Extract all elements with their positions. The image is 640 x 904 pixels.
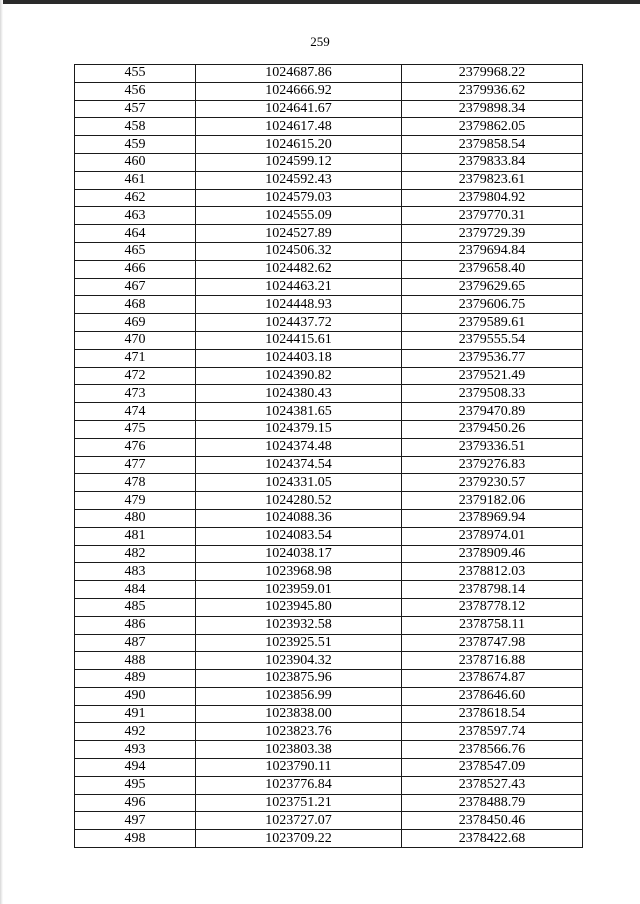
y-coordinate-cell: 2379862.05 xyxy=(402,118,583,136)
y-coordinate-cell: 2378488.79 xyxy=(402,794,583,812)
table-row xyxy=(75,153,583,171)
x-coordinate-cell: 1024463.21 xyxy=(196,278,402,296)
point-number-cell: 495 xyxy=(75,776,196,794)
point-number-cell: 487 xyxy=(75,634,196,652)
point-number-cell: 460 xyxy=(75,153,196,171)
x-coordinate-cell: 1024482.62 xyxy=(196,260,402,278)
table-row xyxy=(75,830,583,848)
x-coordinate-cell: 1024380.43 xyxy=(196,385,402,403)
table-row xyxy=(75,741,583,759)
x-coordinate-cell: 1024280.52 xyxy=(196,492,402,510)
point-number-cell: 486 xyxy=(75,616,196,634)
x-coordinate-cell: 1024506.32 xyxy=(196,242,402,260)
table-row xyxy=(75,65,583,83)
table-row xyxy=(75,687,583,705)
x-coordinate-cell: 1023904.32 xyxy=(196,652,402,670)
y-coordinate-cell: 2378450.46 xyxy=(402,812,583,830)
x-coordinate-cell: 1024088.36 xyxy=(196,509,402,527)
point-number-cell: 464 xyxy=(75,225,196,243)
point-number-cell: 467 xyxy=(75,278,196,296)
x-coordinate-cell: 1024527.89 xyxy=(196,225,402,243)
point-number-cell: 472 xyxy=(75,367,196,385)
point-number-cell: 457 xyxy=(75,100,196,118)
y-coordinate-cell: 2379833.84 xyxy=(402,153,583,171)
y-coordinate-cell: 2378716.88 xyxy=(402,652,583,670)
table-row xyxy=(75,759,583,777)
point-number-cell: 475 xyxy=(75,420,196,438)
point-number-cell: 477 xyxy=(75,456,196,474)
x-coordinate-cell: 1023727.07 xyxy=(196,812,402,830)
y-coordinate-cell: 2379182.06 xyxy=(402,492,583,510)
x-coordinate-cell: 1024083.54 xyxy=(196,527,402,545)
x-coordinate-cell: 1024615.20 xyxy=(196,136,402,154)
table-row xyxy=(75,278,583,296)
y-coordinate-cell: 2379770.31 xyxy=(402,207,583,225)
y-coordinate-cell: 2378674.87 xyxy=(402,670,583,688)
point-number-cell: 488 xyxy=(75,652,196,670)
point-number-cell: 496 xyxy=(75,794,196,812)
y-coordinate-cell: 2379450.26 xyxy=(402,420,583,438)
y-coordinate-cell: 2379968.22 xyxy=(402,65,583,83)
table-row xyxy=(75,100,583,118)
x-coordinate-cell: 1024687.86 xyxy=(196,65,402,83)
table-row xyxy=(75,349,583,367)
y-coordinate-cell: 2379589.61 xyxy=(402,314,583,332)
x-coordinate-cell: 1023776.84 xyxy=(196,776,402,794)
table-row xyxy=(75,723,583,741)
x-coordinate-cell: 1023959.01 xyxy=(196,581,402,599)
table-row xyxy=(75,563,583,581)
y-coordinate-cell: 2378646.60 xyxy=(402,687,583,705)
x-coordinate-cell: 1024599.12 xyxy=(196,153,402,171)
point-number-cell: 491 xyxy=(75,705,196,723)
table-row xyxy=(75,403,583,421)
table-row xyxy=(75,136,583,154)
point-number-cell: 468 xyxy=(75,296,196,314)
y-coordinate-cell: 2378758.11 xyxy=(402,616,583,634)
x-coordinate-cell: 1023751.21 xyxy=(196,794,402,812)
table-row xyxy=(75,438,583,456)
point-number-cell: 481 xyxy=(75,527,196,545)
point-number-cell: 473 xyxy=(75,385,196,403)
table-row xyxy=(75,670,583,688)
x-coordinate-cell: 1023968.98 xyxy=(196,563,402,581)
x-coordinate-cell: 1024437.72 xyxy=(196,314,402,332)
point-number-cell: 484 xyxy=(75,581,196,599)
y-coordinate-cell: 2378618.54 xyxy=(402,705,583,723)
point-number-cell: 456 xyxy=(75,82,196,100)
point-number-cell: 493 xyxy=(75,741,196,759)
table-row xyxy=(75,118,583,136)
table-row xyxy=(75,82,583,100)
table-row xyxy=(75,331,583,349)
point-number-cell: 474 xyxy=(75,403,196,421)
point-number-cell: 463 xyxy=(75,207,196,225)
table-row xyxy=(75,652,583,670)
y-coordinate-cell: 2378747.98 xyxy=(402,634,583,652)
point-number-cell: 490 xyxy=(75,687,196,705)
x-coordinate-cell: 1024448.93 xyxy=(196,296,402,314)
point-number-cell: 471 xyxy=(75,349,196,367)
table-row xyxy=(75,634,583,652)
y-coordinate-cell: 2379536.77 xyxy=(402,349,583,367)
table-row xyxy=(75,420,583,438)
table-row xyxy=(75,616,583,634)
table-row xyxy=(75,242,583,260)
coordinates-table-body xyxy=(75,65,583,848)
x-coordinate-cell: 1024592.43 xyxy=(196,171,402,189)
point-number-cell: 476 xyxy=(75,438,196,456)
x-coordinate-cell: 1024374.48 xyxy=(196,438,402,456)
y-coordinate-cell: 2379606.75 xyxy=(402,296,583,314)
point-number-cell: 489 xyxy=(75,670,196,688)
table-row xyxy=(75,474,583,492)
page-number: 259 xyxy=(310,34,330,49)
x-coordinate-cell: 1023823.76 xyxy=(196,723,402,741)
y-coordinate-cell: 2378974.01 xyxy=(402,527,583,545)
x-coordinate-cell: 1024555.09 xyxy=(196,207,402,225)
y-coordinate-cell: 2378909.46 xyxy=(402,545,583,563)
point-number-cell: 461 xyxy=(75,171,196,189)
point-number-cell: 479 xyxy=(75,492,196,510)
y-coordinate-cell: 2378969.94 xyxy=(402,509,583,527)
table-row xyxy=(75,598,583,616)
table-row xyxy=(75,492,583,510)
table-row xyxy=(75,456,583,474)
table-row xyxy=(75,812,583,830)
table-row xyxy=(75,296,583,314)
y-coordinate-cell: 2379898.34 xyxy=(402,100,583,118)
x-coordinate-cell: 1024403.18 xyxy=(196,349,402,367)
point-number-cell: 492 xyxy=(75,723,196,741)
x-coordinate-cell: 1023790.11 xyxy=(196,759,402,777)
table-row xyxy=(75,314,583,332)
point-number-cell: 478 xyxy=(75,474,196,492)
point-number-cell: 466 xyxy=(75,260,196,278)
table-row xyxy=(75,527,583,545)
x-coordinate-cell: 1023838.00 xyxy=(196,705,402,723)
y-coordinate-cell: 2379629.65 xyxy=(402,278,583,296)
x-coordinate-cell: 1024038.17 xyxy=(196,545,402,563)
y-coordinate-cell: 2378812.03 xyxy=(402,563,583,581)
y-coordinate-cell: 2379658.40 xyxy=(402,260,583,278)
point-number-cell: 482 xyxy=(75,545,196,563)
y-coordinate-cell: 2379470.89 xyxy=(402,403,583,421)
table-row xyxy=(75,207,583,225)
scan-left-edge xyxy=(0,0,3,904)
y-coordinate-cell: 2379694.84 xyxy=(402,242,583,260)
y-coordinate-cell: 2379936.62 xyxy=(402,82,583,100)
x-coordinate-cell: 1024415.61 xyxy=(196,331,402,349)
y-coordinate-cell: 2379230.57 xyxy=(402,474,583,492)
x-coordinate-cell: 1024331.05 xyxy=(196,474,402,492)
x-coordinate-cell: 1023945.80 xyxy=(196,598,402,616)
x-coordinate-cell: 1023803.38 xyxy=(196,741,402,759)
y-coordinate-cell: 2378422.68 xyxy=(402,830,583,848)
x-coordinate-cell: 1023932.58 xyxy=(196,616,402,634)
y-coordinate-cell: 2379804.92 xyxy=(402,189,583,207)
x-coordinate-cell: 1023875.96 xyxy=(196,670,402,688)
table-row xyxy=(75,509,583,527)
table-row xyxy=(75,705,583,723)
x-coordinate-cell: 1023925.51 xyxy=(196,634,402,652)
table-row xyxy=(75,189,583,207)
table-row xyxy=(75,776,583,794)
y-coordinate-cell: 2379858.54 xyxy=(402,136,583,154)
x-coordinate-cell: 1024390.82 xyxy=(196,367,402,385)
x-coordinate-cell: 1024381.65 xyxy=(196,403,402,421)
scan-top-border xyxy=(0,0,640,4)
point-number-cell: 470 xyxy=(75,331,196,349)
table-row xyxy=(75,545,583,563)
table-row xyxy=(75,385,583,403)
point-number-cell: 485 xyxy=(75,598,196,616)
y-coordinate-cell: 2378597.74 xyxy=(402,723,583,741)
y-coordinate-cell: 2379555.54 xyxy=(402,331,583,349)
y-coordinate-cell: 2379729.39 xyxy=(402,225,583,243)
point-number-cell: 455 xyxy=(75,65,196,83)
y-coordinate-cell: 2379823.61 xyxy=(402,171,583,189)
x-coordinate-cell: 1024579.03 xyxy=(196,189,402,207)
point-number-cell: 458 xyxy=(75,118,196,136)
y-coordinate-cell: 2378547.09 xyxy=(402,759,583,777)
point-number-cell: 494 xyxy=(75,759,196,777)
point-number-cell: 483 xyxy=(75,563,196,581)
x-coordinate-cell: 1024641.67 xyxy=(196,100,402,118)
x-coordinate-cell: 1024666.92 xyxy=(196,82,402,100)
y-coordinate-cell: 2378798.14 xyxy=(402,581,583,599)
point-number-cell: 497 xyxy=(75,812,196,830)
x-coordinate-cell: 1023709.22 xyxy=(196,830,402,848)
y-coordinate-cell: 2378527.43 xyxy=(402,776,583,794)
x-coordinate-cell: 1024617.48 xyxy=(196,118,402,136)
y-coordinate-cell: 2379276.83 xyxy=(402,456,583,474)
point-number-cell: 462 xyxy=(75,189,196,207)
table-row xyxy=(75,367,583,385)
table-row xyxy=(75,581,583,599)
point-number-cell: 469 xyxy=(75,314,196,332)
y-coordinate-cell: 2379521.49 xyxy=(402,367,583,385)
y-coordinate-cell: 2378778.12 xyxy=(402,598,583,616)
y-coordinate-cell: 2379336.51 xyxy=(402,438,583,456)
point-number-cell: 480 xyxy=(75,509,196,527)
y-coordinate-cell: 2379508.33 xyxy=(402,385,583,403)
y-coordinate-cell: 2378566.76 xyxy=(402,741,583,759)
point-number-cell: 465 xyxy=(75,242,196,260)
point-number-cell: 459 xyxy=(75,136,196,154)
coordinates-table xyxy=(74,64,583,848)
x-coordinate-cell: 1024374.54 xyxy=(196,456,402,474)
table-row xyxy=(75,171,583,189)
table-row xyxy=(75,794,583,812)
x-coordinate-cell: 1024379.15 xyxy=(196,420,402,438)
point-number-cell: 498 xyxy=(75,830,196,848)
table-row xyxy=(75,225,583,243)
x-coordinate-cell: 1023856.99 xyxy=(196,687,402,705)
table-row xyxy=(75,260,583,278)
